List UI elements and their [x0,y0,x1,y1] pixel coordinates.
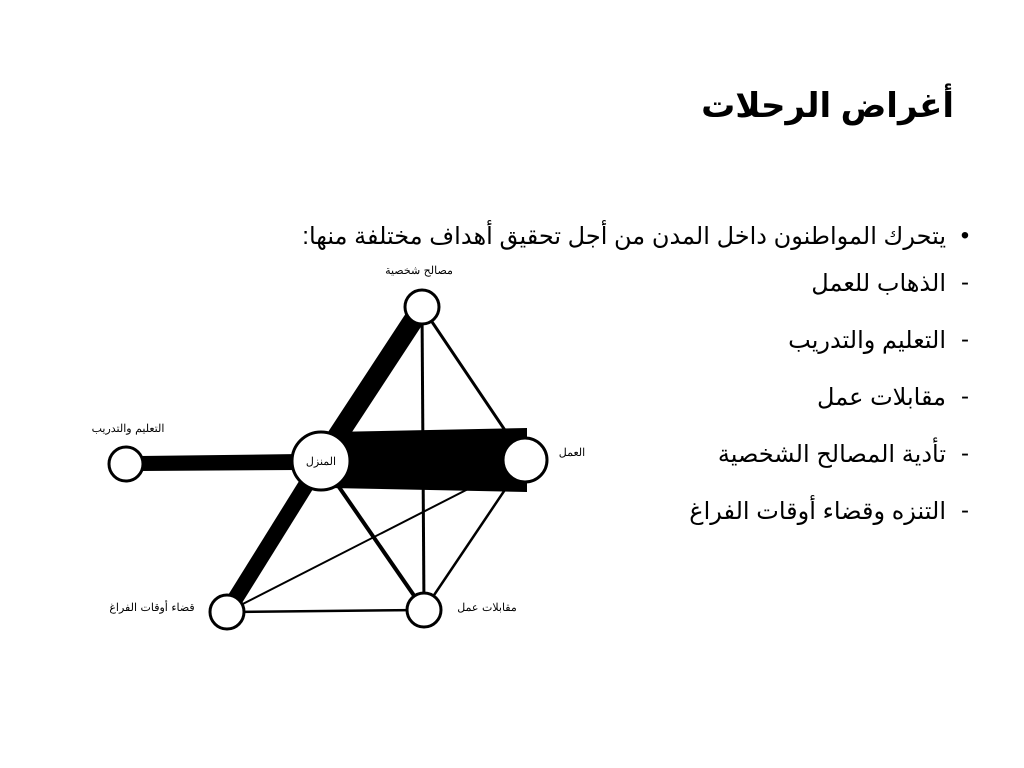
purpose-text: مقابلات عمل [817,384,946,411]
node-label-leisure: قضاء أوقات الفراغ [109,601,195,614]
flow-home-education [140,454,300,471]
purpose-text: الذهاب للعمل [811,270,946,297]
dash-icon: - [961,497,969,524]
dash-icon: - [961,326,969,353]
node-leisure [210,595,244,629]
flow-leisure-meetings [227,610,424,612]
dash-icon: - [961,269,969,296]
node-label-home: المنزل [305,455,337,468]
node-label-meetings: مقابلات عمل [457,601,517,614]
node-label-work: العمل [558,446,586,459]
purpose-text: التعليم والتدريب [788,327,946,354]
node-label-personal: مصالح شخصية [385,264,453,277]
dash-icon: - [961,383,969,410]
node-work [503,438,547,482]
node-personal [405,290,439,324]
purpose-text: تأدية المصالح الشخصية [717,441,946,468]
dash-icon: - [961,440,969,467]
bullet-dot-icon: • [960,222,970,249]
flow-home-work [330,428,527,492]
intro-text: يتحرك المواطنون داخل المدن من أجل تحقيق أهداف مختلفة منها: [302,223,946,250]
node-meetings [407,593,441,627]
slide-title: أغراض الرحلات [701,87,954,125]
node-label-education: التعليم والتدريب [91,422,165,435]
purpose-text: التنزه وقضاء أوقات الفراغ [689,498,946,525]
flow-personal-meetings [422,307,424,610]
node-education [109,447,143,481]
